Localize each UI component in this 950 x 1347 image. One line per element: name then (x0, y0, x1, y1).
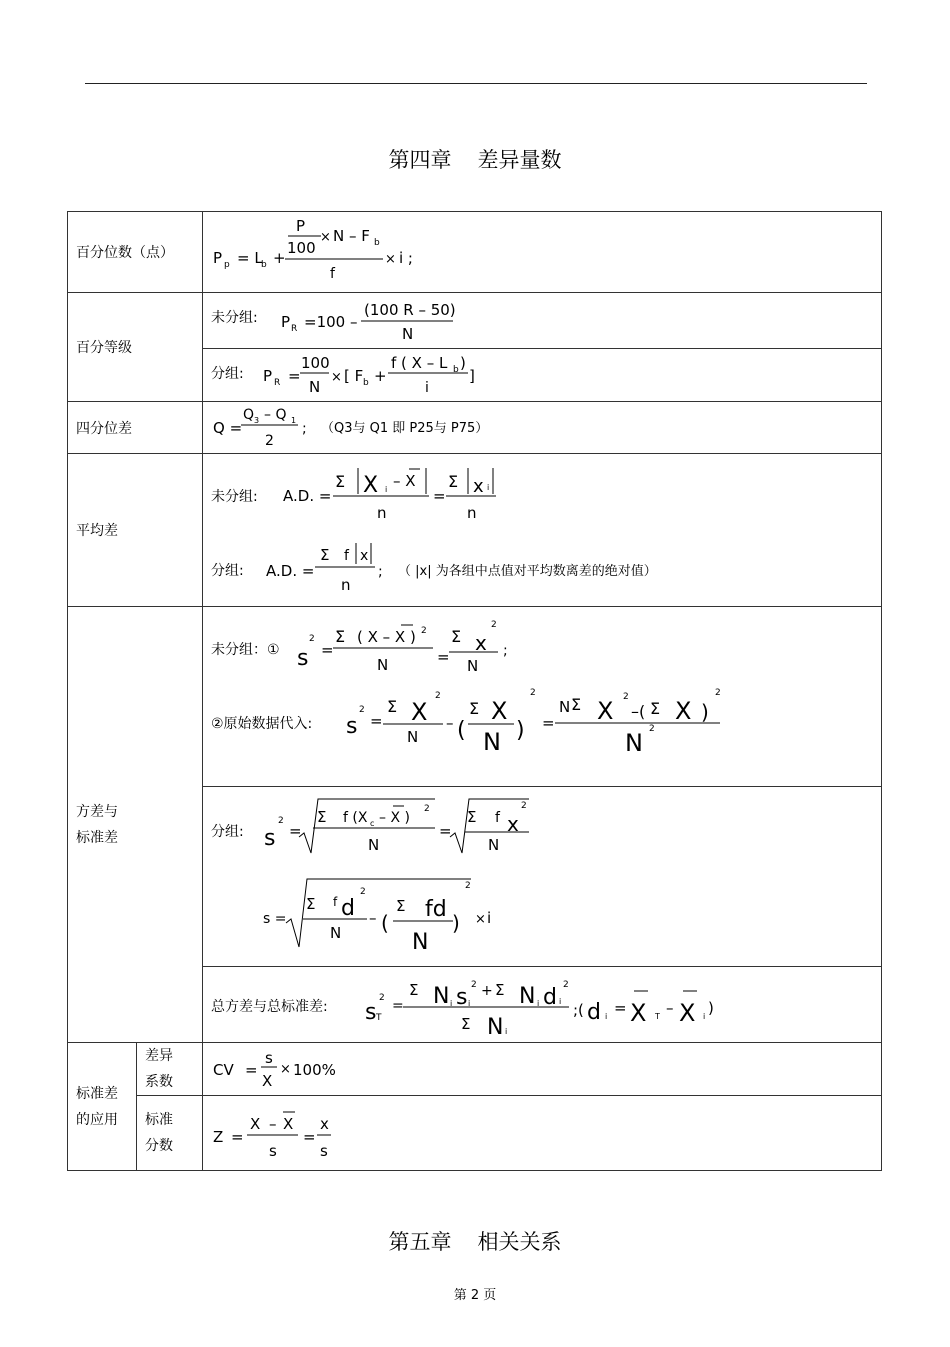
cv-label-line2: 系数 (145, 1074, 173, 1090)
svg-text:×: × (320, 230, 331, 245)
page-value: 2 (470, 1288, 480, 1303)
svg-text:2: 2 (424, 804, 430, 814)
svg-text:Σ: Σ (387, 697, 398, 716)
variance-label (68, 607, 203, 1043)
grouped-label: 分组: (211, 824, 244, 840)
svg-text:X: X (597, 697, 614, 725)
svg-text:P: P (213, 249, 223, 267)
svg-text:=: = (370, 712, 383, 730)
svg-text:N: N (368, 836, 380, 854)
cv-cell (203, 1043, 882, 1096)
svg-text:i: i (487, 909, 492, 927)
svg-text:100: 100 (301, 354, 330, 372)
svg-text:2: 2 (623, 692, 629, 702)
svg-text:= L: = L (237, 249, 263, 267)
chapter-5-title: 相关关系 (477, 1230, 562, 1254)
svg-text:R: R (274, 378, 281, 388)
svg-text:2: 2 (379, 993, 385, 1003)
svg-text:( X – X ): ( X – X ) (357, 628, 416, 646)
svg-text:X: X (411, 698, 428, 726)
svg-text:R: R (291, 324, 298, 334)
svg-text:x: x (473, 476, 484, 497)
svg-text:100%: 100% (293, 1061, 336, 1079)
svg-text:;(: ;( (573, 1001, 584, 1019)
svg-text:+: + (273, 249, 286, 267)
mean-deviation-label: 平均差 (68, 454, 203, 607)
svg-text:f: f (330, 266, 335, 282)
svg-text:N: N (407, 728, 419, 746)
svg-text:Σ: Σ (571, 695, 582, 714)
svg-text:i: i (605, 1012, 608, 1021)
svg-text:s: s (269, 1142, 277, 1160)
row-quartile (68, 402, 882, 454)
svg-text:n: n (377, 504, 387, 522)
svg-text:s: s (264, 826, 276, 851)
variance-label-line1: 方差与 (76, 803, 118, 820)
svg-text:2: 2 (521, 801, 527, 811)
svg-text:): ) (452, 911, 460, 935)
chapter-4-label: 第四章 (388, 148, 452, 172)
svg-text:Σ: Σ (317, 808, 327, 826)
svg-text:Σ: Σ (396, 897, 406, 915)
svg-text:Z: Z (213, 1128, 224, 1146)
svg-text:d: d (587, 1000, 601, 1025)
svg-text:i: i (505, 1027, 508, 1036)
formula-table (67, 211, 882, 1171)
svg-text:N: N (377, 656, 389, 674)
svg-text:Σ: Σ (467, 808, 477, 826)
svg-text:s: s (320, 1142, 328, 1160)
svg-text:×: × (331, 370, 342, 385)
row-variance-ungrouped (68, 607, 882, 787)
quartile-label: 四分位差 (68, 402, 203, 454)
svg-text:A.D. =: A.D. = (283, 487, 332, 505)
svg-text:2: 2 (309, 634, 315, 644)
percentile-formula-cell (203, 212, 882, 293)
svg-text:2: 2 (471, 980, 477, 990)
svg-text:x: x (360, 548, 369, 564)
variance-ungrouped-formula (203, 607, 882, 787)
sd-application-line1: 标准差 (76, 1085, 118, 1102)
svg-text:i: i (385, 485, 388, 494)
svg-text:s =: s = (263, 911, 287, 927)
svg-text:=: = (289, 822, 302, 840)
svg-text:f: f (344, 548, 349, 564)
svg-text:Σ: Σ (335, 472, 346, 491)
svg-text:s: s (297, 646, 309, 671)
svg-text:X: X (283, 1115, 294, 1133)
svg-text:Σ: Σ (409, 981, 419, 999)
svg-text:p: p (224, 260, 230, 270)
svg-text:=: = (288, 367, 301, 385)
percentile-rank-grouped-cell (203, 349, 882, 402)
svg-text:+: + (481, 983, 493, 999)
svg-text:N: N (330, 924, 342, 942)
cv-formula (203, 1043, 882, 1096)
svg-text:s: s (365, 1000, 377, 1025)
svg-text:Σ: Σ (306, 895, 316, 913)
grouped-label: 分组: (211, 366, 244, 382)
svg-text:2: 2 (421, 626, 427, 636)
svg-text:N: N (488, 836, 500, 854)
svg-text:s: s (265, 1049, 273, 1067)
svg-text:): ) (460, 354, 466, 372)
page-suffix: 页 (483, 1288, 497, 1303)
svg-text:d: d (543, 985, 557, 1010)
svg-text:P: P (281, 313, 291, 331)
svg-text:X: X (630, 999, 647, 1027)
svg-text:b: b (363, 378, 369, 388)
mean-deviation-cell (203, 454, 882, 607)
variance-grouped-formula (203, 787, 882, 967)
svg-text:2: 2 (359, 705, 365, 715)
svg-text:Σ: Σ (448, 472, 459, 491)
svg-text:X: X (363, 473, 379, 498)
svg-text:N: N (483, 728, 501, 756)
svg-text:2: 2 (563, 980, 569, 990)
svg-text:T: T (376, 1013, 382, 1023)
chapter-5-heading (0, 1226, 950, 1256)
raw-data-label: ②原始数据代入: (211, 716, 313, 732)
svg-text:– Q: – Q (264, 407, 287, 423)
svg-text:): ) (701, 700, 709, 724)
svg-text:2: 2 (360, 887, 366, 897)
svg-text:=: = (321, 641, 334, 659)
svg-text:N: N (433, 984, 450, 1009)
svg-text:]: ] (469, 367, 475, 385)
svg-text:=: = (439, 822, 452, 840)
percentile-rank-grouped-formula (203, 349, 882, 402)
z-score-label-line1: 标准 (145, 1112, 173, 1128)
svg-text:2: 2 (491, 620, 497, 630)
svg-text:b: b (374, 238, 380, 248)
svg-text:–: – (369, 909, 377, 927)
svg-text:=: = (392, 998, 404, 1014)
svg-text:n: n (467, 504, 477, 522)
svg-text:=: = (245, 1061, 258, 1079)
cv-label-line1: 差异 (145, 1048, 173, 1064)
svg-text:N – F: N – F (333, 227, 370, 245)
row-percentile-rank-ungrouped (68, 293, 882, 349)
svg-text:X: X (262, 1072, 273, 1090)
svg-text:2: 2 (278, 816, 284, 826)
svg-text:=: = (433, 487, 446, 505)
row-cv (68, 1043, 882, 1096)
svg-text:X: X (679, 999, 696, 1027)
ungrouped-label: 未分组: (211, 310, 258, 326)
page-number (0, 1284, 950, 1303)
svg-text:;: ; (302, 421, 307, 437)
chapter-4-heading (0, 144, 950, 174)
svg-text:i: i (425, 380, 429, 396)
row-percentile (68, 212, 882, 293)
total-variance-label: 总方差与总标准差: (211, 999, 328, 1015)
svg-text:X: X (491, 697, 508, 725)
svg-text:×: × (385, 252, 396, 267)
svg-text:i: i (537, 999, 540, 1008)
variance-ungrouped-cell (203, 607, 882, 787)
svg-text:(: ( (381, 911, 389, 935)
svg-text:1: 1 (291, 416, 297, 425)
svg-text:f ( X – L: f ( X – L (391, 354, 448, 372)
svg-text:=: = (614, 999, 627, 1017)
svg-text:–: – (446, 714, 454, 732)
svg-text:f: f (495, 810, 500, 826)
cv-label (137, 1043, 203, 1096)
svg-text:Σ: Σ (469, 699, 480, 718)
svg-text:P: P (263, 367, 273, 385)
svg-text:(: ( (457, 718, 466, 743)
variance-total-formula (203, 967, 882, 1043)
percentile-rank-ungrouped-formula (203, 293, 882, 349)
svg-text:n: n (341, 576, 351, 594)
svg-text:): ) (516, 718, 525, 743)
row-mean-deviation (68, 454, 882, 607)
svg-text:Σ: Σ (461, 1015, 471, 1033)
svg-text:T: T (655, 1012, 660, 1021)
svg-text:–(: –( (631, 702, 646, 721)
svg-text:d: d (341, 896, 355, 921)
svg-text:(100 R – 50): (100 R – 50) (364, 301, 456, 319)
percentile-rank-label: 百分等级 (68, 293, 203, 402)
row-z-score (68, 1096, 882, 1171)
svg-text:=: = (437, 648, 450, 666)
svg-text:X: X (250, 1115, 261, 1133)
svg-text:N: N (309, 378, 321, 396)
svg-text:2: 2 (715, 688, 721, 698)
mean-deviation-note: （ |x| 为各组中点值对平均数离差的绝对值） (398, 564, 657, 579)
svg-text:): ) (708, 999, 714, 1017)
svg-text:s: s (456, 985, 468, 1010)
z-score-label-line2: 分数 (145, 1138, 173, 1154)
svg-text:=: = (231, 1128, 244, 1146)
svg-text:– X: – X (393, 472, 416, 490)
svg-text:i: i (487, 483, 490, 492)
svg-text:2: 2 (265, 433, 274, 449)
z-score-cell (203, 1096, 882, 1171)
svg-text:=: = (542, 714, 555, 732)
percentile-rank-ungrouped-cell (203, 293, 882, 349)
svg-text:P: P (296, 217, 306, 235)
svg-text:=100 –: =100 – (304, 313, 358, 331)
svg-text:=: = (303, 1128, 316, 1146)
svg-text:s: s (346, 714, 358, 739)
percentile-label: 百分位数（点） (68, 212, 203, 293)
svg-text:2: 2 (465, 881, 471, 891)
svg-text:b: b (453, 365, 459, 375)
svg-text:i: i (703, 1012, 706, 1021)
svg-text:X: X (675, 697, 692, 725)
svg-text:N: N (487, 1015, 504, 1040)
svg-text:Q: Q (243, 407, 255, 423)
svg-text:Σ: Σ (495, 981, 505, 999)
percentile-formula (203, 212, 882, 293)
svg-text:+: + (374, 367, 387, 385)
svg-text:x: x (507, 812, 519, 836)
svg-text:A.D. =: A.D. = (266, 562, 315, 580)
svg-text:f: f (333, 895, 338, 909)
svg-text:CV: CV (213, 1061, 234, 1079)
svg-text:;: ; (378, 564, 383, 580)
svg-text:[ F: [ F (344, 367, 364, 385)
svg-text:f (X: f (X (343, 810, 368, 826)
svg-text:N: N (625, 729, 643, 757)
svg-text:×: × (280, 1062, 291, 1077)
chapter-4-title: 差异量数 (477, 148, 562, 172)
chapter-5-label: 第五章 (388, 1230, 452, 1254)
svg-text:Σ: Σ (335, 627, 346, 646)
variance-total-cell (203, 967, 882, 1043)
svg-text:×: × (475, 912, 486, 927)
grouped-label: 分组: (211, 563, 244, 579)
svg-text:i ;: i ; (399, 249, 413, 267)
quartile-note: （Q3与 Q1 即 P25与 P75） (321, 421, 489, 436)
svg-text:2: 2 (649, 724, 655, 734)
svg-text:100: 100 (287, 239, 316, 257)
quartile-formula (203, 402, 882, 454)
svg-text:Σ: Σ (320, 546, 330, 564)
quartile-cell (203, 402, 882, 454)
svg-text:b: b (261, 260, 267, 270)
variance-grouped-cell (203, 787, 882, 967)
svg-text:3: 3 (254, 416, 260, 425)
svg-text:c: c (370, 819, 375, 828)
sd-application-label (68, 1043, 137, 1171)
sd-application-line2: 的应用 (76, 1111, 118, 1128)
svg-text:Σ: Σ (650, 699, 661, 718)
svg-text:–: – (269, 1115, 277, 1133)
svg-text:i: i (559, 997, 562, 1006)
page-prefix: 第 (453, 1288, 467, 1303)
svg-text:x: x (320, 1115, 329, 1133)
svg-text:N: N (402, 325, 414, 343)
svg-text:2: 2 (435, 691, 441, 701)
svg-text:i: i (450, 999, 453, 1008)
svg-text:Σ: Σ (451, 627, 462, 646)
svg-text:;: ; (503, 643, 508, 659)
svg-text:N: N (519, 984, 536, 1009)
header-rule (85, 83, 867, 84)
variance-label-line2: 标准差 (76, 829, 118, 846)
svg-text:2: 2 (530, 688, 536, 698)
ungrouped-label: 未分组：① (211, 642, 280, 658)
svg-text:N: N (559, 698, 571, 716)
svg-text:i: i (468, 999, 471, 1008)
svg-text:–: – (666, 999, 674, 1017)
z-score-label (137, 1096, 203, 1171)
z-score-formula (203, 1096, 882, 1171)
svg-text:N: N (467, 657, 479, 675)
svg-text:x: x (475, 631, 487, 655)
svg-text:fd: fd (425, 897, 447, 922)
svg-text:N: N (412, 930, 429, 955)
svg-text:– X ): – X ) (379, 810, 410, 826)
svg-text:Q =: Q = (213, 419, 243, 437)
mean-deviation-formula (203, 454, 882, 607)
ungrouped-label: 未分组: (211, 489, 258, 505)
